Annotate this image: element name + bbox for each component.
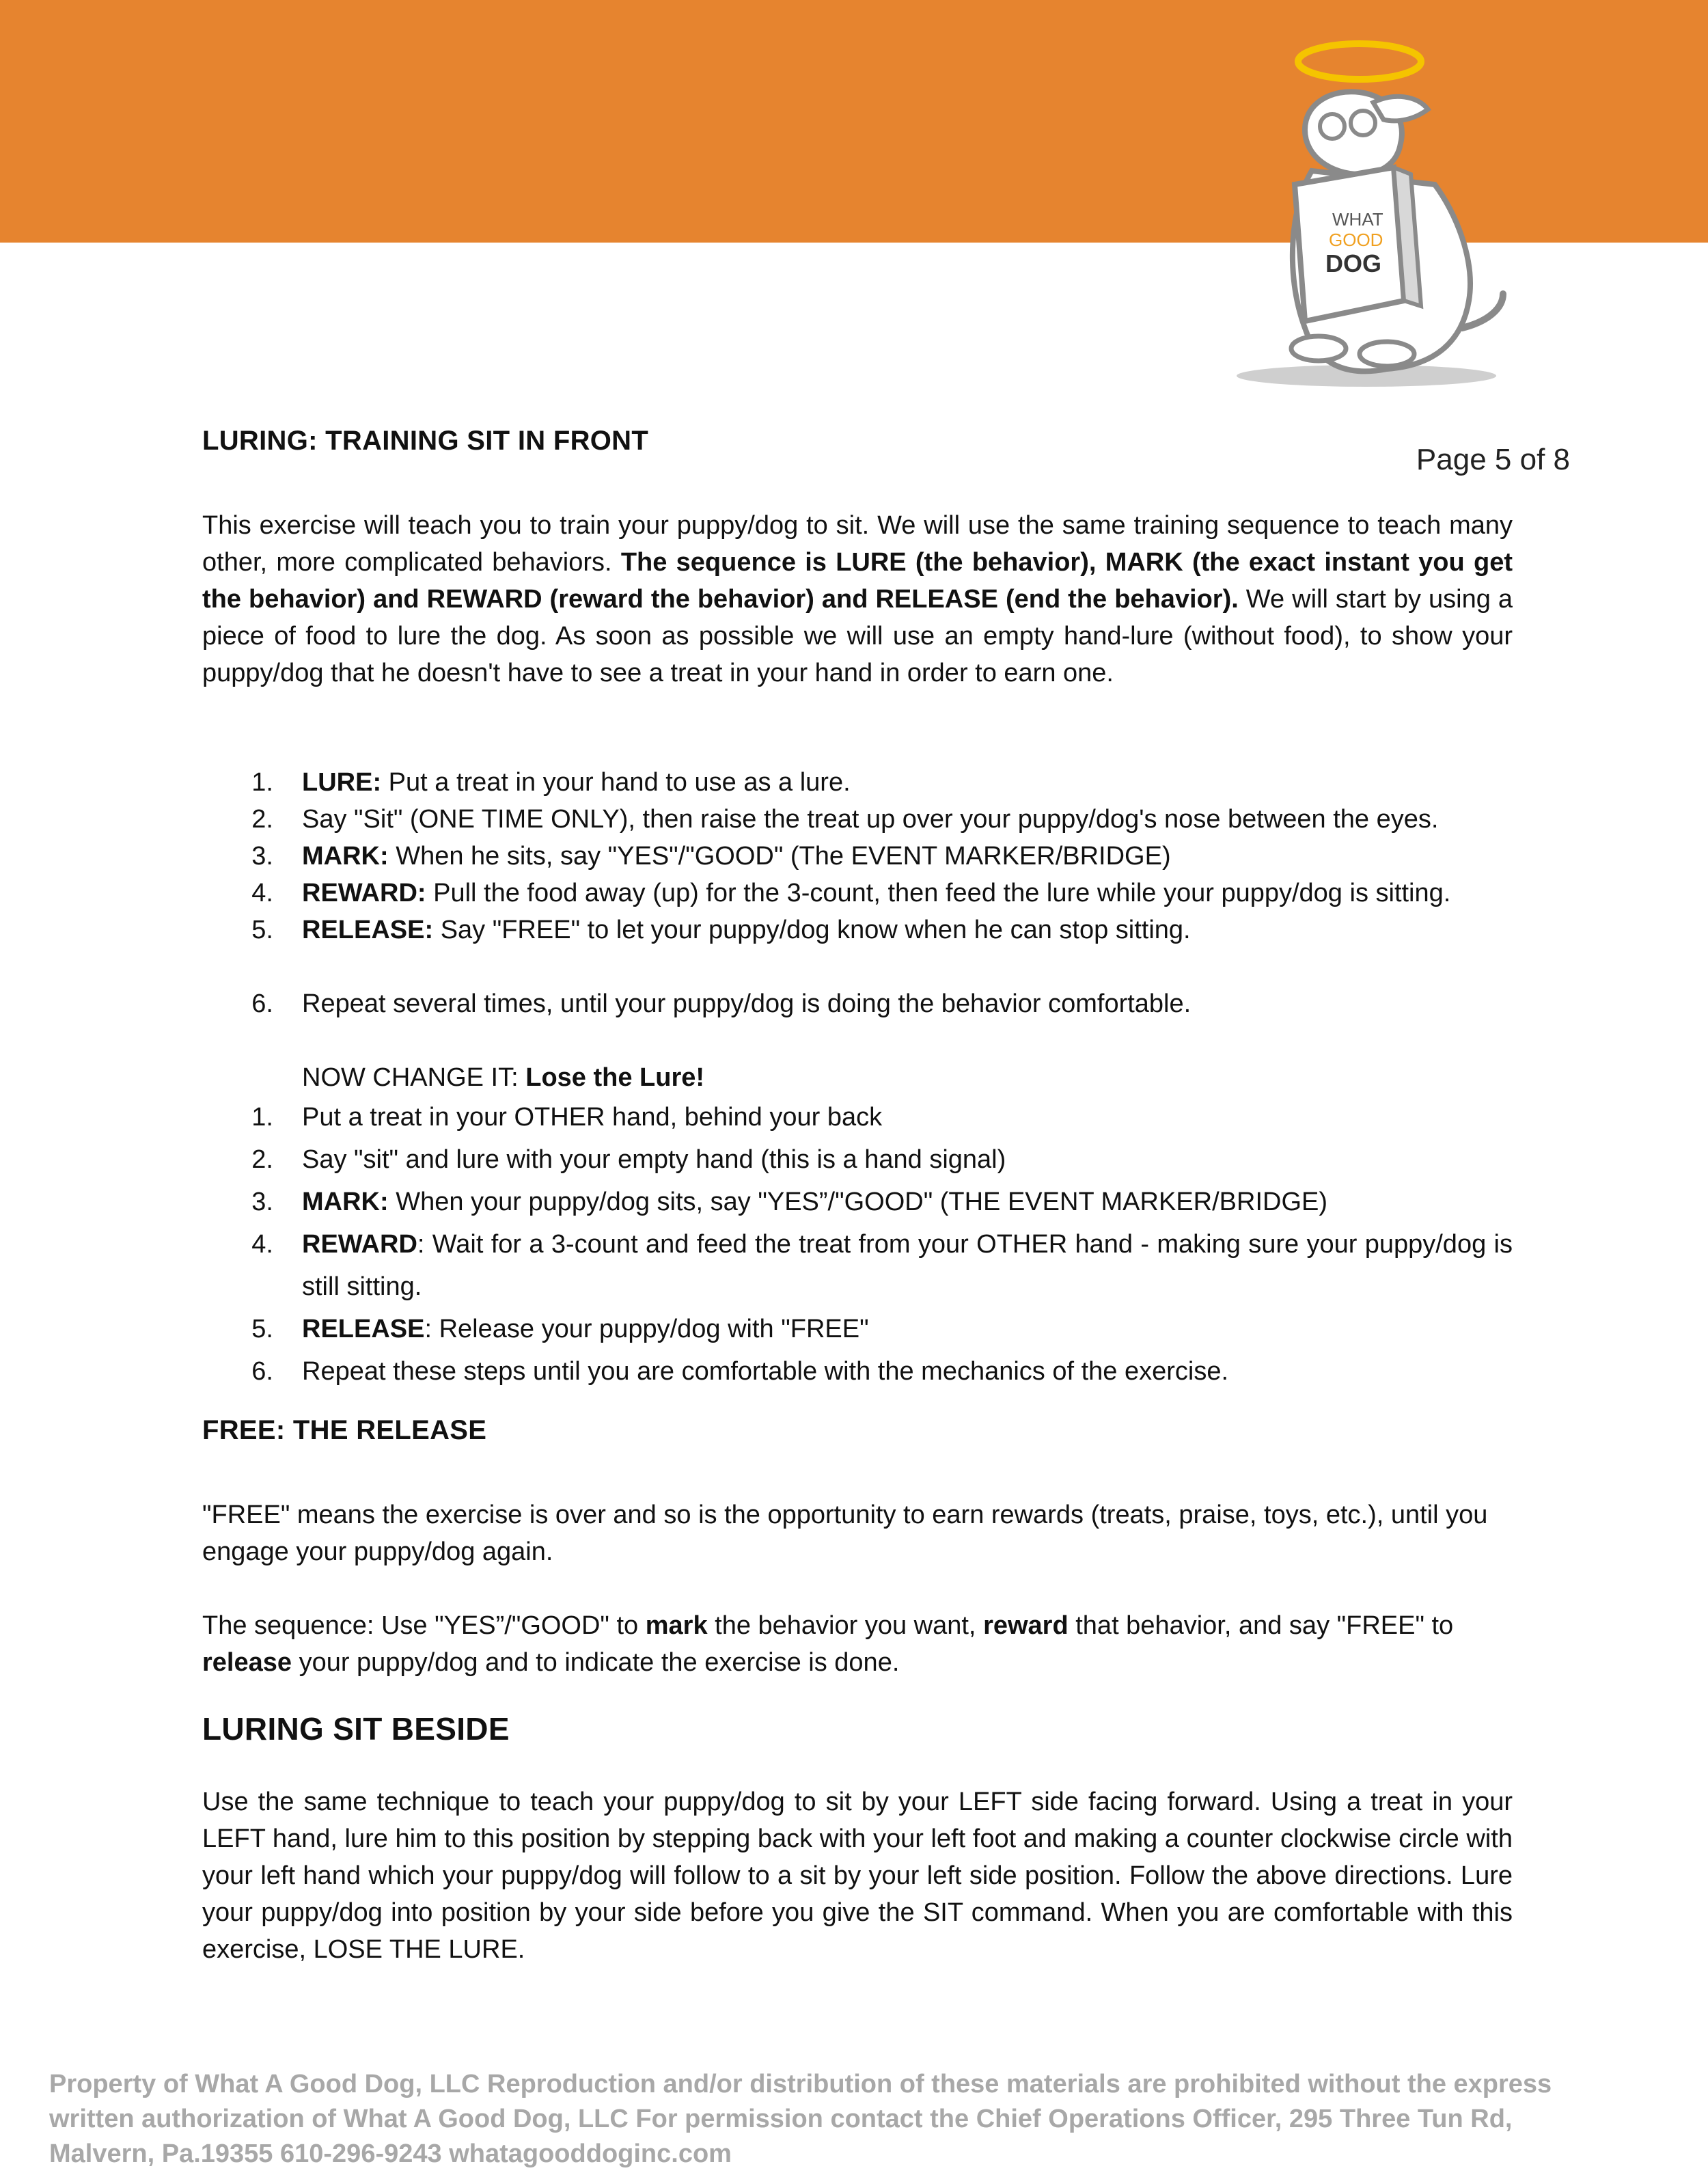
list-item: 3. MARK: When your puppy/dog sits, say "YES”/"GOOD" (THE EVENT MARKER/BRIDGE)	[251, 1188, 1328, 1216]
lure-steps-list	[202, 764, 1513, 948]
intro-text-b: We will start by using a piece of food to lure the dog. As soon as possible we will use an empty hand-lure (without food), to show your puppy/dog that he doesn't have to see a treat in your hand in order to earn one.	[202, 585, 1513, 687]
repeat-step-list	[202, 985, 1513, 1022]
document-body	[202, 410, 1513, 1968]
list-item: 2. Say "sit" and lure with your empty hand (this is a hand signal)	[251, 1145, 1006, 1174]
halo-icon	[1298, 44, 1421, 79]
page-number: Page 5 of 8	[1416, 443, 1570, 476]
book-icon	[1295, 167, 1421, 321]
sequence-paragraph: The sequence: Use "YES”/"GOOD" to mark the behavior you want, reward that behavior, and say "FREE" to release your puppy/dog and to indicate the exercise is done.	[202, 1611, 1454, 1677]
footer-line-1: Property of What A Good Dog, LLC Reproduction and/or distribution of these materials are prohibited without the express	[49, 2070, 1552, 2098]
intro-text-bold: The sequence is LURE (the behavior), MARK (the exact instant you get the behavior) and REWARD (reward the behavior) and RELEASE (end the behavior).	[202, 548, 1513, 614]
logo-text-good: GOOD	[1329, 230, 1383, 250]
footer-line-2: written authorization of What A Good Dog, LLC For permission contact the Chief Operations Officer, 295 Three Tun Rd,	[49, 2105, 1513, 2133]
sit-beside-paragraph: Use the same technique to teach your puppy/dog to sit by your LEFT side facing forward. Using a treat in your LEFT hand, lure him to this position by stepping back with your left foot and making a counter clockwise circle with your left hand which your puppy/dog will follow to a sit by your left side position. Follow the above directions. Lure your puppy/dog into position by your side before you give the SIT command. When you are comfortable with this exercise, LOSE THE LURE.	[202, 1788, 1513, 1964]
change-it-heading: NOW CHANGE IT: Lose the Lure!	[302, 1063, 705, 1092]
list-item: 5. RELEASE: Say "FREE" to let your puppy/dog know when he can stop sitting.	[251, 916, 1191, 944]
section-title-free-release: FREE: THE RELEASE	[202, 1415, 487, 1445]
list-item: 6. Repeat these steps until you are comfortable with the mechanics of the exercise.	[251, 1357, 1229, 1386]
list-item: 1. Put a treat in your OTHER hand, behind your back	[251, 1103, 883, 1132]
intro-text-a: This exercise will teach you to train your puppy/dog to sit. We will use the same training sequence to teach many other, more complicated behaviors.	[202, 511, 1513, 577]
intro-paragraph	[202, 507, 1513, 692]
dog-paw-icon	[1291, 336, 1346, 361]
free-paragraph: "FREE" means the exercise is over and so is the opportunity to earn rewards (treats, praise, toys, etc.), until you engage your puppy/dog again.	[202, 1501, 1488, 1566]
footer-line-3: Malvern, Pa.19355 610-296-9243 whatagooddoginc.com	[49, 2139, 732, 2168]
list-item: 3. MARK: When he sits, say "YES"/"GOOD" (The EVENT MARKER/BRIDGE)	[251, 842, 1171, 871]
list-item: 1. LURE: Put a treat in your hand to use as a lure.	[251, 768, 851, 797]
lose-lure-steps-list	[202, 1096, 1513, 1393]
section-title-luring-sit-beside: LURING SIT BESIDE	[202, 1711, 510, 1747]
logo-text-what: WHAT	[1332, 209, 1383, 230]
list-item: 2. Say "Sit" (ONE TIME ONLY), then raise the treat up over your puppy/dog's nose between the eyes.	[251, 805, 1439, 834]
logo-text-dog: DOG	[1325, 249, 1382, 277]
list-item: 4. REWARD: Wait for a 3-count and feed the treat from your OTHER hand - making sure your puppy/dog is still sitting.	[251, 1230, 1513, 1301]
what-good-dog-logo	[1230, 27, 1530, 410]
section-title-luring-sit-front: LURING: TRAINING SIT IN FRONT	[202, 426, 649, 456]
dog-ear-icon	[1373, 96, 1428, 121]
list-item: 4. REWARD: Pull the food away (up) for the 3-count, then feed the lure while your puppy/dog is sitting.	[251, 879, 1451, 907]
copyright-footer	[49, 2067, 1689, 2172]
list-item: 5. RELEASE: Release your puppy/dog with "FREE"	[251, 1315, 869, 1343]
list-item: 6. Repeat several times, until your puppy/dog is doing the behavior comfortable.	[251, 989, 1192, 1018]
